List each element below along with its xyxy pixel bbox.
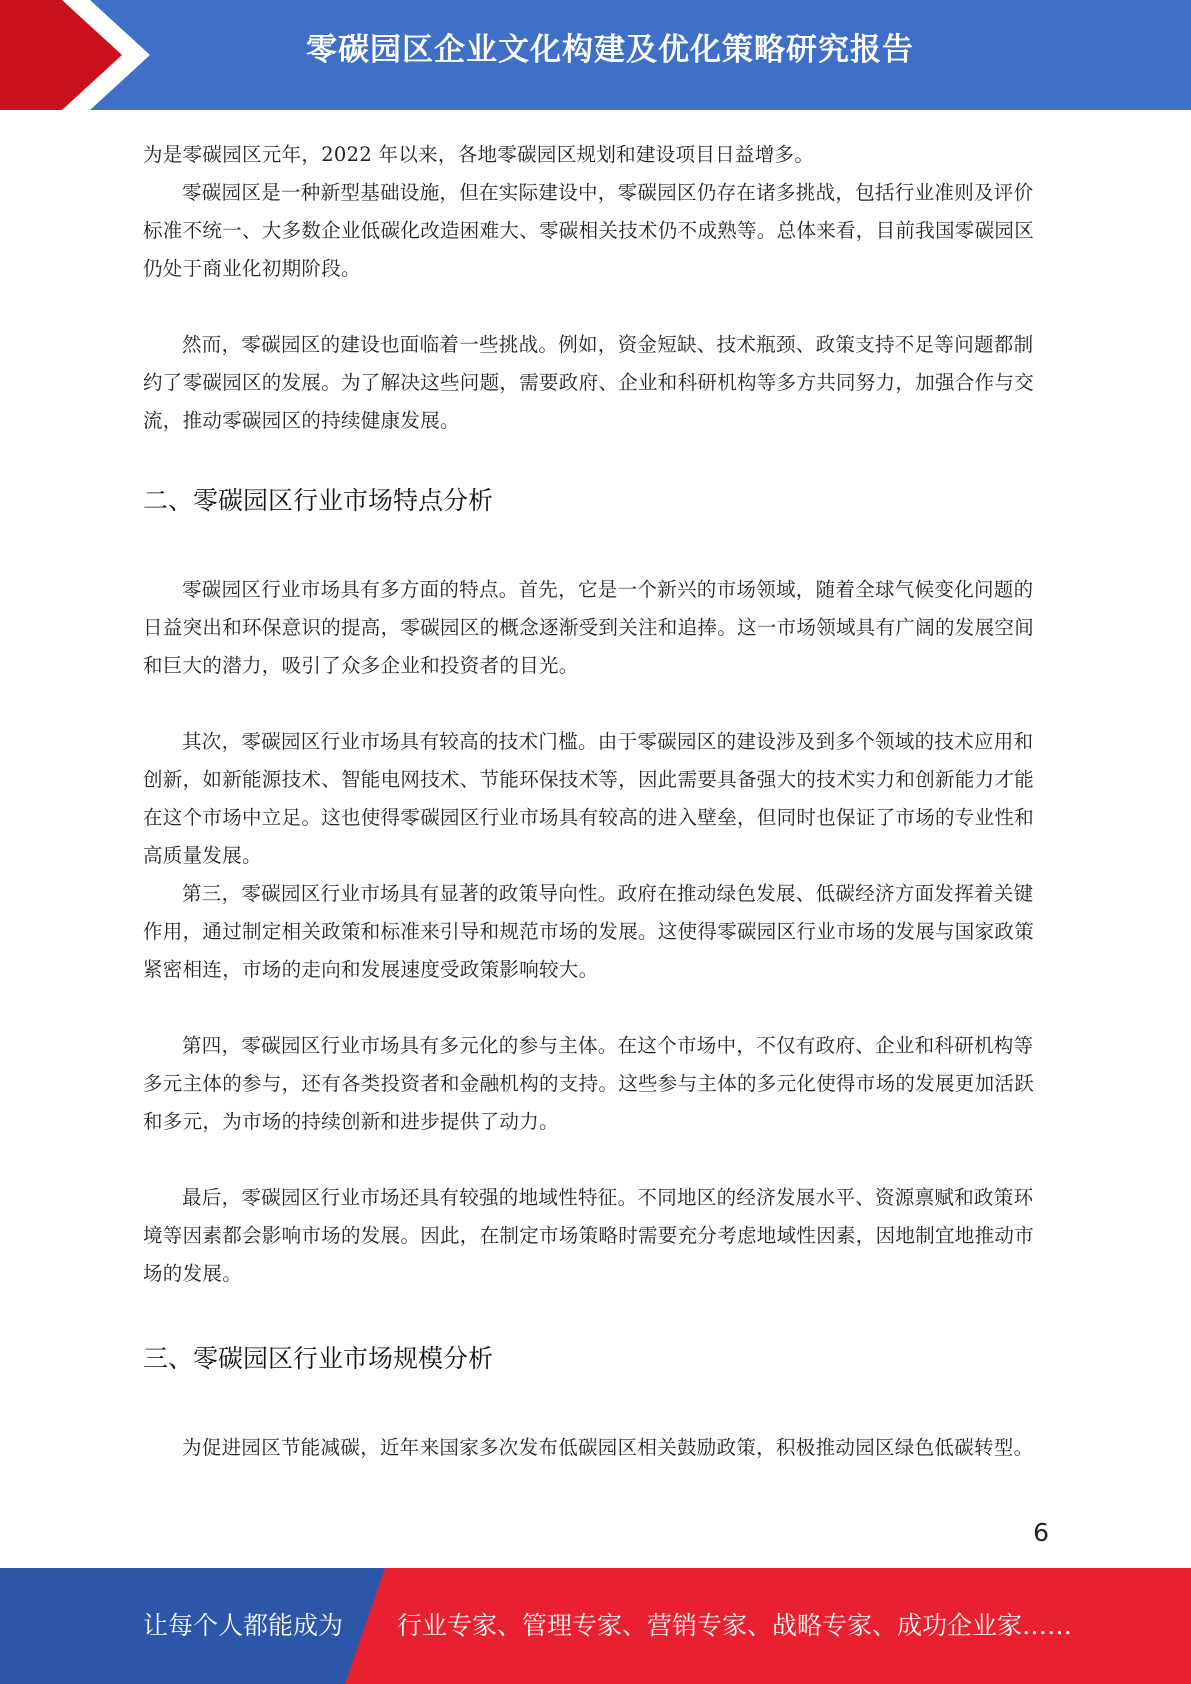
page-header — [0, 0, 1191, 110]
chevron-decoration-icon — [0, 0, 160, 110]
paragraph: 为促进园区节能减碳，近年来国家多次发布低碳园区相关鼓励政策，积极推动园区绿色低碳转型。 — [182, 1436, 1034, 1459]
document-body — [143, 136, 1045, 1467]
report-title: 零碳园区企业文化构建及优化策略研究报告 — [306, 32, 914, 68]
page-footer — [0, 1568, 1191, 1684]
paragraph: 其次，零碳园区行业市场具有较高的技术门槛。由于零碳园区的建设涉及到多个领域的技术应用和创新，如新能源技术、智能电网技术、节能环保技术等，因此需要具备强大的技术实力和创新能力才能在这个市场中立足。这也使得零碳园区行业市场具有较高的进入壁垒，但同时也保证了市场的专业性和高质量发展。 — [143, 730, 1035, 867]
paragraph: 最后，零碳园区行业市场还具有较强的地域性特征。不同地区的经济发展水平、资源禀赋和政策环境等因素都会影响市场的发展。因此，在制定市场策略时需要充分考虑地域性因素，因地制宜地推动市场的发展。 — [143, 1186, 1035, 1285]
paragraph: 零碳园区是一种新型基础设施，但在实际建设中，零碳园区仍存在诸多挑战，包括行业准则及评价标准不统一、大多数企业低碳化改造困难大、零碳相关技术仍不成熟等。总体来看，目前我国零碳园区仍处于商业化初期阶段。 — [143, 181, 1035, 280]
footer-slogan-right: 行业专家、管理专家、营销专家、战略专家、成功企业家…… — [397, 1611, 1073, 1640]
section-heading: 三、零碳园区行业市场规模分析 — [143, 1344, 494, 1373]
paragraph: 零碳园区行业市场具有多方面的特点。首先，它是一个新兴的市场领域，随着全球气候变化问题的日益突出和环保意识的提高，零碳园区的概念逐渐受到关注和追捧。这一市场领域具有广阔的发展空间和巨大的潜力，吸引了众多企业和投资者的目光。 — [143, 578, 1035, 677]
page-number: 6 — [1033, 1518, 1049, 1547]
paragraph: 然而，零碳园区的建设也面临着一些挑战。例如，资金短缺、技术瓶颈、政策支持不足等问题都制约了零碳园区的发展。为了解决这些问题，需要政府、企业和科研机构等多方共同努力，加强合作与交流，推动零碳园区的持续健康发展。 — [143, 333, 1035, 432]
paragraph: 为是零碳园区元年，2022 年以来，各地零碳园区规划和建设项目日益增多。 — [143, 143, 815, 166]
paragraph: 第三，零碳园区行业市场具有显著的政策导向性。政府在推动绿色发展、低碳经济方面发挥着关键作用，通过制定相关政策和标准来引导和规范市场的发展。这使得零碳园区行业市场的发展与国家政策紧密相连，市场的走向和发展速度受政策影响较大。 — [143, 882, 1035, 981]
footer-slogan-left: 让每个人都能成为 — [143, 1611, 344, 1640]
section-heading: 二、零碳园区行业市场特点分析 — [143, 486, 494, 515]
paragraph: 第四，零碳园区行业市场具有多元化的参与主体。在这个市场中，不仅有政府、企业和科研机构等多元主体的参与，还有各类投资者和金融机构的支持。这些参与主体的多元化使得市场的发展更加活跃和多元，为市场的持续创新和进步提供了动力。 — [143, 1034, 1035, 1133]
